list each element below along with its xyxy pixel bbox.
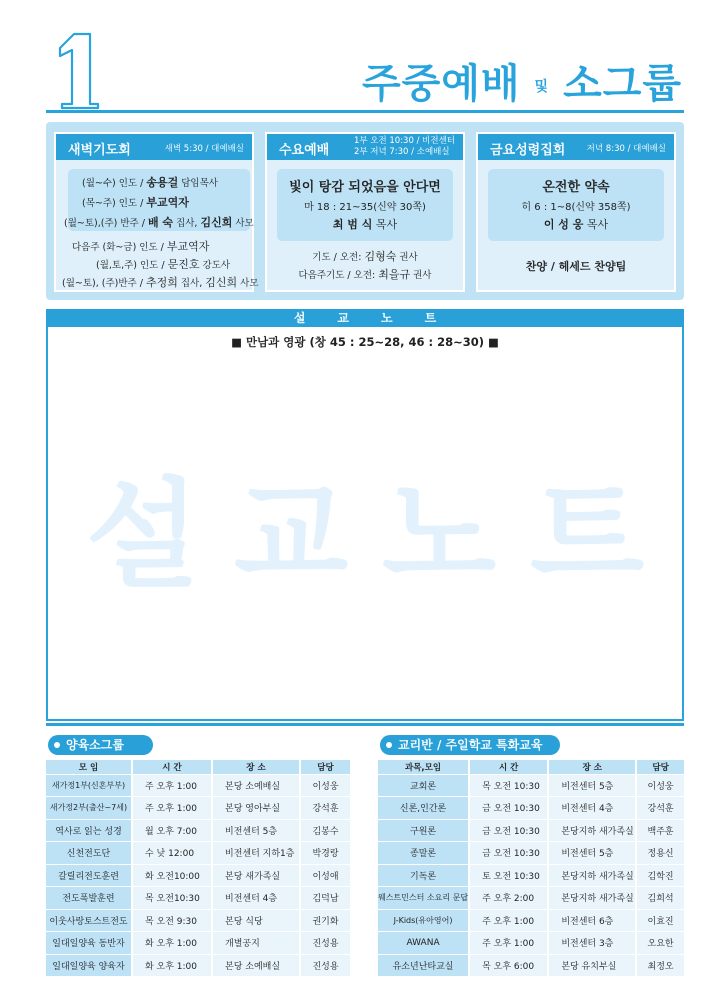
wednesday-service-time: 1부 오전 10:30 / 비전센터 2부 저녁 7:30 / 소예배실 [353, 136, 455, 157]
wednesday-service-box [265, 132, 465, 292]
row-time: 주 오후 1:00 [132, 774, 212, 797]
row-place: 비전센터 지하1층 [212, 842, 300, 865]
row-time: 화 오전10:00 [132, 864, 212, 887]
row-time: 월 오후 7:00 [132, 819, 212, 842]
table-row [378, 864, 684, 887]
small-groups-table [46, 760, 350, 977]
row-time: 금 오전 10:30 [469, 797, 548, 820]
header-divider [46, 110, 684, 113]
table-row [46, 887, 350, 910]
worship-panel [46, 122, 684, 300]
row-name: 신론,인간론 [378, 797, 469, 820]
row-leader: 진성용 [300, 954, 350, 977]
row-time: 목 오전10:30 [132, 887, 212, 910]
table-row [378, 954, 684, 977]
dawn-line-1: (월~수) 인도 / 송용걸 담임목사 [82, 176, 218, 189]
row-leader: 김봉수 [300, 819, 350, 842]
row-place: 비전센터 5층 [212, 819, 300, 842]
row-place: 비전센터 4층 [212, 887, 300, 910]
friday-service-name: 금요성령집회 [490, 143, 566, 158]
small-groups-body [46, 774, 350, 977]
table-row [378, 774, 684, 797]
table-row [46, 797, 350, 820]
col-header: 시 간 [469, 760, 548, 774]
row-leader: 오요한 [636, 932, 684, 955]
row-name: 종말론 [378, 842, 469, 865]
row-place: 본당 영아부실 [212, 797, 300, 820]
row-place: 본당 식당 [212, 909, 300, 932]
sermon-note-heading: 설교노트 [46, 309, 684, 327]
row-time: 화 오후 1:00 [132, 932, 212, 955]
dawn-next-line-1: 다음주 (화~금) 인도 / 부교역자 [72, 240, 210, 253]
col-header: 모 임 [46, 760, 132, 774]
table-row [46, 932, 350, 955]
table-row [46, 842, 350, 865]
title-part1: 주중예배 [361, 61, 521, 107]
row-time: 주 오후 1:00 [469, 932, 548, 955]
row-name: 새가정2부(출산~7세) [46, 797, 132, 820]
dawn-prayer-header [56, 134, 252, 160]
table-row [46, 774, 350, 797]
row-name: 새가정1부(신혼부부) [46, 774, 132, 797]
row-name: 교회론 [378, 774, 469, 797]
wednesday-preacher: 최 범 식 목사 [332, 218, 398, 231]
row-place: 본당 소예배실 [212, 774, 300, 797]
table-row [46, 864, 350, 887]
friday-service-box [476, 132, 676, 292]
row-name: 구원론 [378, 819, 469, 842]
education-title: 교리반 / 주일학교 특화교육 [380, 735, 560, 755]
friday-service-header [478, 134, 674, 160]
page-title [362, 52, 682, 109]
table-row [378, 909, 684, 932]
row-leader: 박경랑 [300, 842, 350, 865]
row-place: 본당 소예배실 [212, 954, 300, 977]
small-groups-title: 양육소그룹 [48, 735, 153, 755]
table-row [46, 819, 350, 842]
row-time: 목 오전 9:30 [132, 909, 212, 932]
row-place: 본당지하 새가족실 [548, 819, 636, 842]
row-leader: 권기화 [300, 909, 350, 932]
row-leader: 김희석 [636, 887, 684, 910]
dawn-prayer-name: 새벽기도회 [68, 143, 131, 158]
row-place: 비전센터 4층 [548, 797, 636, 820]
row-name: 기독론 [378, 864, 469, 887]
table-row [46, 954, 350, 977]
wednesday-prayer: 기도 / 오전: 김형숙 권사 [312, 250, 418, 263]
col-header: 장 소 [548, 760, 636, 774]
col-header: 시 간 [132, 760, 212, 774]
col-header: 과목,모임 [378, 760, 469, 774]
row-name: AWANA [378, 932, 469, 955]
dawn-next-line-3: (월~토), (주)반주 / 추정희 집사, 김신희 사모 [62, 276, 259, 289]
row-time: 금 오전 10:30 [469, 819, 548, 842]
row-name: 역사로 읽는 성경 [46, 819, 132, 842]
friday-preacher: 이 성 웅 목사 [543, 218, 609, 231]
row-time: 주 오후 2:00 [469, 887, 548, 910]
row-name: 유소년난타교실 [378, 954, 469, 977]
row-name: 일대일양육 동반자 [46, 932, 132, 955]
dawn-line-3: (월~토),(주) 반주 / 배 숙 집사, 김신희 사모 [64, 216, 254, 229]
table-header-row [46, 760, 350, 774]
col-header: 장 소 [212, 760, 300, 774]
dawn-line-2: (목~주) 인도 / 부교역자 [82, 196, 189, 209]
row-time: 목 오전 10:30 [469, 774, 548, 797]
table-row [378, 887, 684, 910]
row-name: J-Kids(유아영어) [378, 909, 469, 932]
row-leader: 진성용 [300, 932, 350, 955]
row-time: 수 낮 12:00 [132, 842, 212, 865]
wednesday-sermon-title: 빛이 탕감 되었음을 안다면 [289, 180, 441, 195]
row-name: 갈릴리전도훈련 [46, 864, 132, 887]
row-name: 웨스트민스터 소요리 문답 [378, 887, 469, 910]
education-table [378, 760, 684, 977]
row-place: 비전센터 3층 [548, 932, 636, 955]
row-place: 본당지하 새가족실 [548, 864, 636, 887]
row-place: 비전센터 5층 [548, 774, 636, 797]
row-name: 일대일양육 양육자 [46, 954, 132, 977]
row-leader: 강석훈 [300, 797, 350, 820]
table-row [46, 909, 350, 932]
education-body [378, 774, 684, 977]
row-time: 목 오후 6:00 [469, 954, 548, 977]
table-row [378, 797, 684, 820]
row-leader: 이효진 [636, 909, 684, 932]
friday-sermon-title: 온전한 약속 [542, 180, 610, 195]
section-divider [46, 723, 684, 726]
wednesday-scripture: 마 18 : 21~35(신약 30쪽) [304, 202, 426, 213]
row-leader: 김학진 [636, 864, 684, 887]
row-leader: 이성웅 [300, 774, 350, 797]
row-place: 비전센터 5층 [548, 842, 636, 865]
col-header: 담당 [636, 760, 684, 774]
dawn-prayer-box [54, 132, 259, 292]
row-time: 금 오전 10:30 [469, 842, 548, 865]
row-leader: 강석훈 [636, 797, 684, 820]
dawn-next-line-2: (월,토,주) 인도 / 문진호 강도사 [96, 258, 231, 271]
row-leader: 김덕남 [300, 887, 350, 910]
wednesday-service-header [267, 134, 463, 160]
row-leader: 이성웅 [636, 774, 684, 797]
row-name: 전도폭발훈련 [46, 887, 132, 910]
row-leader: 백주훈 [636, 819, 684, 842]
row-place: 개별공지 [212, 932, 300, 955]
row-name: 이웃사랑토스트전도 [46, 909, 132, 932]
table-row [378, 842, 684, 865]
sermon-note-watermark: 설교노트 [86, 466, 678, 604]
row-place: 본당 새가족실 [212, 864, 300, 887]
col-header: 담당 [300, 760, 350, 774]
row-leader: 최정오 [636, 954, 684, 977]
friday-service-time: 저녁 8:30 / 대예배실 [586, 144, 666, 154]
row-place: 비전센터 6층 [548, 909, 636, 932]
table-row [378, 932, 684, 955]
wednesday-next-prayer: 다음주기도 / 오전: 최을규 권사 [298, 268, 432, 281]
sermon-note-subtitle: ■ 만남과 영광 (창 45 : 25~28, 46 : 28~30) ■ [231, 335, 499, 349]
friday-scripture: 히 6 : 1~8(신약 358쪽) [521, 202, 631, 213]
table-row [378, 819, 684, 842]
row-leader: 정용신 [636, 842, 684, 865]
row-time: 주 오후 1:00 [132, 797, 212, 820]
wednesday-service-name: 수요예배 [279, 143, 330, 158]
row-time: 토 오전 10:30 [469, 864, 548, 887]
table-header-row [378, 760, 684, 774]
friday-praise-team: 찬양 / 헤세드 찬양팀 [525, 260, 627, 273]
row-leader: 이성애 [300, 864, 350, 887]
row-place: 본당 유치부실 [548, 954, 636, 977]
section-number-outline [52, 32, 102, 110]
title-part2: 소그룹 [563, 61, 682, 107]
title-and: 및 [534, 79, 550, 95]
row-name: 신천전도단 [46, 842, 132, 865]
dawn-prayer-time: 새벽 5:30 / 대예배실 [164, 144, 244, 154]
row-time: 화 오후 1:00 [132, 954, 212, 977]
row-place: 본당지하 새가족실 [548, 887, 636, 910]
row-time: 주 오후 1:00 [469, 909, 548, 932]
